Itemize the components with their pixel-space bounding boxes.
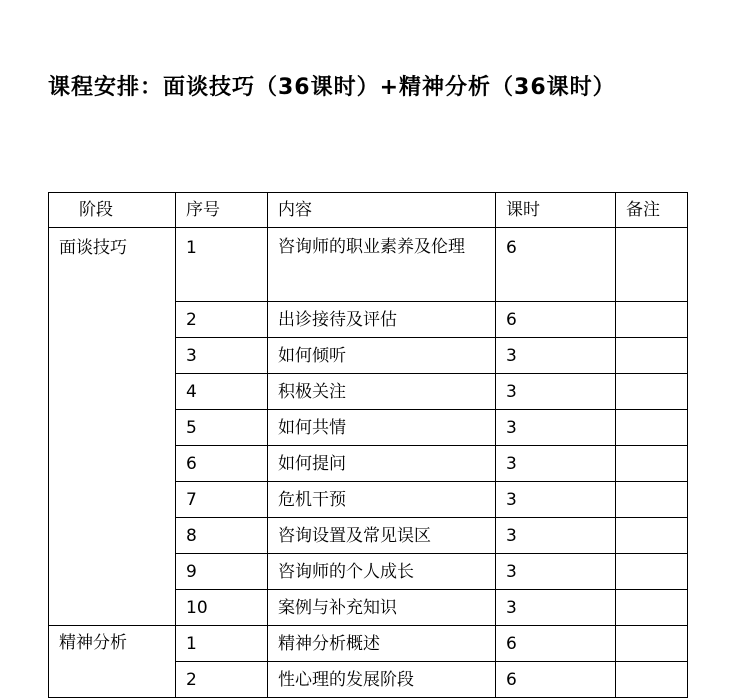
table-row — [49, 626, 688, 662]
content-cell: 出诊接待及评估 — [268, 302, 496, 338]
content-cell: 危机干预 — [268, 482, 496, 518]
notes-cell — [616, 662, 688, 698]
seq-cell: 6 — [176, 446, 268, 482]
seq-cell: 1 — [176, 228, 268, 302]
hours-cell: 3 — [496, 410, 616, 446]
header-notes: 备注 — [616, 193, 688, 228]
notes-cell — [616, 302, 688, 338]
seq-cell: 2 — [176, 302, 268, 338]
seq-cell: 8 — [176, 518, 268, 554]
notes-cell — [616, 338, 688, 374]
notes-cell — [616, 590, 688, 626]
header-seq: 序号 — [176, 193, 268, 228]
content-cell: 咨询师的个人成长 — [268, 554, 496, 590]
notes-cell — [616, 554, 688, 590]
seq-cell: 3 — [176, 338, 268, 374]
seq-cell: 1 — [176, 626, 268, 662]
seq-cell: 10 — [176, 590, 268, 626]
stage-cell: 精神分析 — [49, 626, 176, 698]
seq-cell: 2 — [176, 662, 268, 698]
content-cell: 积极关注 — [268, 374, 496, 410]
content-cell: 咨询师的职业素养及伦理 — [268, 228, 496, 302]
seq-cell: 4 — [176, 374, 268, 410]
hours-cell: 3 — [496, 482, 616, 518]
content-cell: 性心理的发展阶段 — [268, 662, 496, 698]
notes-cell — [616, 228, 688, 302]
content-cell: 如何倾听 — [268, 338, 496, 374]
hours-cell: 6 — [496, 228, 616, 302]
notes-cell — [616, 518, 688, 554]
header-stage: 阶段 — [49, 193, 176, 228]
hours-cell: 3 — [496, 554, 616, 590]
content-cell: 精神分析概述 — [268, 626, 496, 662]
table-header-row — [49, 193, 688, 228]
notes-cell — [616, 446, 688, 482]
page-title: 课程安排：面谈技巧（36课时）+精神分析（36课时） — [48, 75, 616, 100]
stage-cell: 面谈技巧 — [49, 228, 176, 626]
header-hours: 课时 — [496, 193, 616, 228]
content-cell: 如何提问 — [268, 446, 496, 482]
notes-cell — [616, 374, 688, 410]
notes-cell — [616, 482, 688, 518]
table-row — [49, 228, 688, 302]
content-cell: 咨询设置及常见误区 — [268, 518, 496, 554]
hours-cell: 3 — [496, 446, 616, 482]
seq-cell: 5 — [176, 410, 268, 446]
seq-cell: 9 — [176, 554, 268, 590]
notes-cell — [616, 410, 688, 446]
hours-cell: 3 — [496, 590, 616, 626]
hours-cell: 3 — [496, 374, 616, 410]
hours-cell: 6 — [496, 302, 616, 338]
content-cell: 如何共情 — [268, 410, 496, 446]
hours-cell: 3 — [496, 338, 616, 374]
seq-cell: 7 — [176, 482, 268, 518]
content-cell: 案例与补充知识 — [268, 590, 496, 626]
hours-cell: 3 — [496, 518, 616, 554]
hours-cell: 6 — [496, 626, 616, 662]
course-schedule-table — [48, 192, 688, 698]
notes-cell — [616, 626, 688, 662]
header-content: 内容 — [268, 193, 496, 228]
hours-cell: 6 — [496, 662, 616, 698]
